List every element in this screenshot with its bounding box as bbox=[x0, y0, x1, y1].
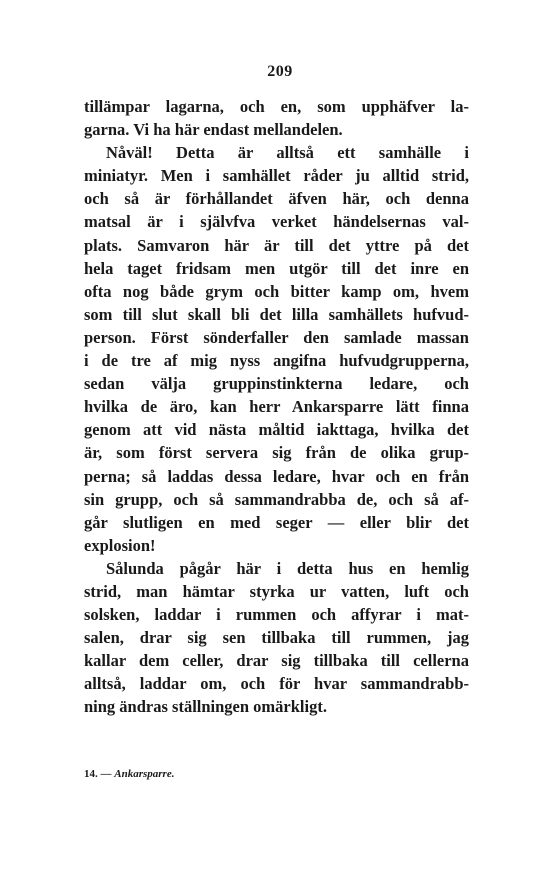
text-line: solsken, laddar i rummen och affyrar i mat- bbox=[84, 605, 469, 625]
text-line: och så är förhållandet äfven här, och denna bbox=[84, 189, 469, 209]
text-line: hvilka de äro, kan herr Ankarsparre lätt finna bbox=[84, 397, 469, 417]
text-line: genom att vid nästa måltid iakttaga, hvilka det bbox=[84, 420, 469, 440]
text-line: salen, drar sig sen tillbaka till rummen, jag bbox=[84, 628, 469, 648]
text-line: kallar dem celler, drar sig tillbaka till cellerna bbox=[84, 651, 469, 671]
text-line: sedan välja gruppinstinkterna ledare, och bbox=[84, 374, 469, 394]
printer-signature bbox=[84, 768, 174, 780]
text-line: som till slut skall bli det lilla samhällets hufvud- bbox=[84, 304, 469, 324]
text-line: perna; så laddas dessa ledare, hvar och en från bbox=[84, 466, 469, 486]
text-line: miniatyr. Men i samhället råder ju alltid strid, bbox=[84, 166, 469, 186]
text-line: sin grupp, och så sammandrabba de, och så af- bbox=[84, 489, 469, 509]
text-line: matsal är i självfva verket händelsernas val- bbox=[84, 212, 469, 232]
signature-number: 14. — bbox=[84, 768, 112, 780]
text-line: explosion! bbox=[84, 535, 156, 555]
signature-title: Ankarsparre. bbox=[114, 768, 175, 780]
text-line: ning ändras ställningen omärkligt. bbox=[84, 697, 327, 717]
text-line: hela taget fridsam men utgör till det inre en bbox=[84, 258, 469, 278]
text-line: ofta nog både grym och bitter kamp om, hvem bbox=[84, 281, 469, 301]
text-line: garna. Vi ha här endast mellandelen. bbox=[84, 120, 343, 140]
text-line: Sålunda pågår här i detta hus en hemlig bbox=[106, 558, 469, 578]
text-line: person. Först sönderfaller den samlade massan bbox=[84, 327, 469, 347]
text-line: plats. Samvaron här är till det yttre på det bbox=[84, 235, 469, 255]
text-line: alltså, laddar om, och för hvar sammandrabb- bbox=[84, 674, 469, 694]
text-line: är, som först servera sig från de olika grup- bbox=[84, 443, 469, 463]
text-line: strid, man hämtar styrka ur vatten, luft och bbox=[84, 581, 469, 601]
text-line: tillämpar lagarna, och en, som upphäfver la- bbox=[84, 97, 469, 116]
text-line: i de tre af mig nyss angifna hufvudgrupperna, bbox=[84, 351, 469, 371]
text-line: Nåväl! Detta är alltså ett samhälle i bbox=[106, 143, 469, 163]
page-number: 209 bbox=[267, 63, 293, 80]
body-text bbox=[84, 95, 469, 719]
text-line: går slutligen en med seger — eller blir det bbox=[84, 512, 469, 532]
